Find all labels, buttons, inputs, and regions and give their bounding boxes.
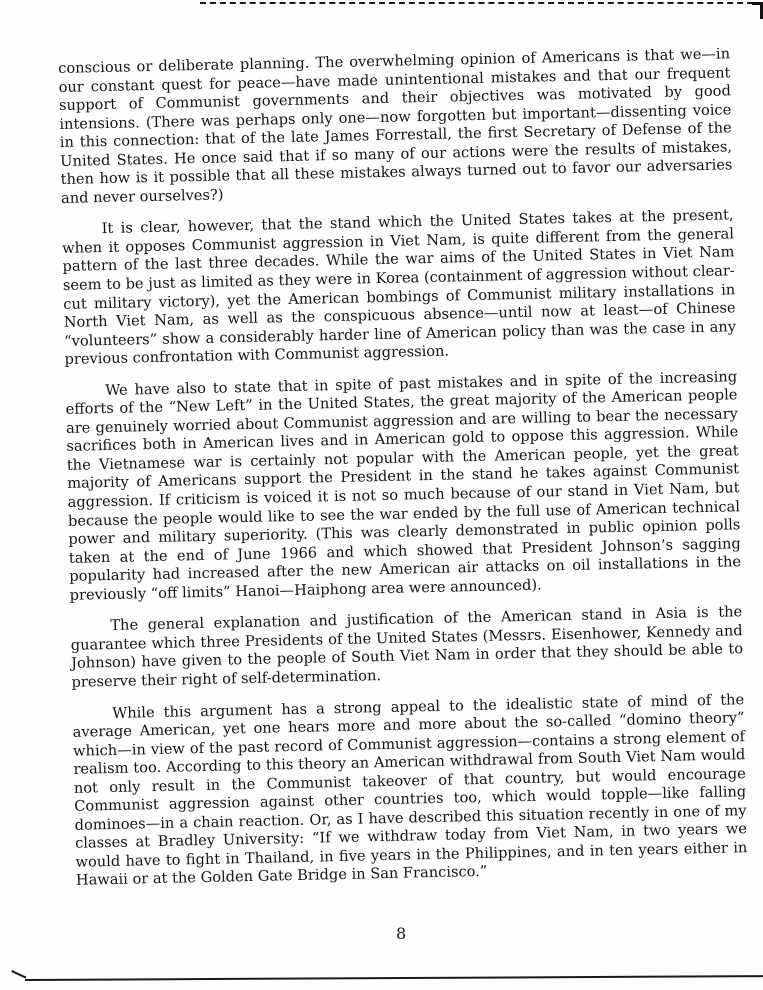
paragraph-5: While this argument has a strong appeal to the idealistic state of mind of the average American, yet one hears more and more about the so-called “domino theory” which—in view of the past record of Communist aggression—contains a strong element of realism too. According to this theory an American withdrawal from South Viet Nam would not only result in the Communist takeover of that country, but would encourage Communist aggression against other countries too, which would topple—like falling dominoes—in a chain reaction. Or, as I have described this situation recently in one of my classes at Bradley University: “If we withdraw today from Viet Nam, in two years we would have to fight in Thailand, in five years in the Philippines, and in ten years either in Hawaii or at the Golden Gate Bridge in San Francisco.” [72, 690, 748, 890]
bottom-edge-rule [25, 975, 763, 981]
body-text [58, 45, 748, 903]
paragraph-3: We have also to state that in spite of past mistakes and in spite of the increasing efforts of the “New Left” in the United States, the great majority of the American people are genuinely worried about Communist aggression and are willing to bear the necessary sacrifices both in American lives and in American gold to oppose this aggression. While the Vietnamese war is certainly not popular with the American people, yet the great majority of Americans support the President in the stand he takes against Communist aggression. If criticism is voiced it is not so much because of our stand in Viet Nam, but because the people would like to see the war ended by the full use of American technical power and military superiority. (This was clearly demonstrated in public opinion polls taken at the end of June 1966 and which showed that President Johnson’s sagging popularity had increased after the new American air attacks on oil installations in the previously “off limits” Hanoi—Haiphong area were announced). [65, 368, 742, 604]
bottom-corner-mark [11, 970, 26, 979]
paragraph-2: It is clear, however, that the stand which the United States takes at the present, when it opposes Communist aggression in Viet Nam, is quite different from the general pattern of the last three decades. While the war aims of the United States in Viet Nam seem to be just as limited as they were in Korea (containment of aggression without clear-cut military victory), yet the American bombings of Communist military installations in North Viet Nam, as well as the conspicuous absence—until now at least—of Chinese “volunteers” show a considerably harder line of American policy than was the case in any previous confrontation with Communist aggression. [61, 206, 737, 369]
paragraph-4: The general explanation and justification of the American stand in Asia is the guarantee which three Presidents of the United States (Messrs. Eisenhower, Kennedy and Johnson) have given to the people of South Viet Nam in order that they should be able to preserve their right of self-determination. [70, 603, 744, 691]
top-corner-mark [752, 2, 763, 19]
paragraph-1: conscious or deliberate planning. The overwhelming opinion of Americans is that we—in our constant quest for peace—have made unintentional mistakes and that our frequent support of Communist governments and their objectives was motivated by good intensions. (There was perhaps only one—now forgotten but important—dissenting voice in this connection: that of the late James Forrestall, the first Secretary of Defense of the United States. He once said that if so many of our actions were the results of mistakes, then how is it possible that all these mistakes always turned out to favor our adversaries and never ourselves?) [58, 45, 733, 207]
page-number: 8 [396, 924, 407, 943]
top-edge-rule [200, 2, 763, 7]
